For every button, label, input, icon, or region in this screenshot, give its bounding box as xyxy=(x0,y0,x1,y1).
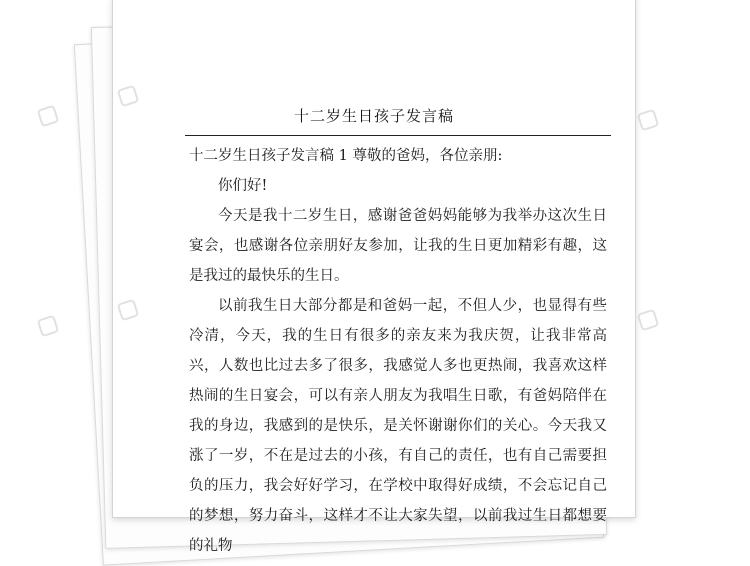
watermark-logo-icon xyxy=(38,106,58,126)
paragraph-thanks: 今天是我十二岁生日，感谢爸爸妈妈能够为我举办这次生日宴会，也感谢各位亲朋好友参加，让我的生日更加精彩有趣，这是我过的最快乐的生日。 xyxy=(189,208,607,284)
watermark-logo-icon xyxy=(38,316,58,336)
paragraph-hello: 你们好! xyxy=(218,178,268,194)
paragraph-memories: 以前我生日大部分都是和爸妈一起，不但人少，也显得有些冷清，今天，我的生日有很多的亲友来为我庆贺，让我非常高兴，人数也比过去多了很多，我感觉人多也更热闹，我喜欢这样热闹的生日宴会，可以有亲人朋友为我唱生日歌，有爸妈陪伴在我的身边，我感到的是快乐，是关怀谢谢你们的关心。今天我又涨了一岁，不在是过去的小孩，有自己的责任，也有自己需要担负的压力，我会好好学习，在学校中取得好成绩，不会忘记自己的梦想，努力奋斗，这样才不让大家失望，以前我过生日都想要的礼物 xyxy=(189,298,607,554)
watermark-logo-icon xyxy=(638,110,658,130)
watermark-logo-icon xyxy=(638,310,658,330)
document-body xyxy=(189,141,607,561)
document-title: 十二岁生日孩子发言稿 xyxy=(293,107,454,125)
paragraph-greeting: 十二岁生日孩子发言稿 1 尊敬的爸妈，各位亲朋: xyxy=(189,148,503,164)
title-divider xyxy=(185,135,611,136)
document-page xyxy=(112,0,636,554)
